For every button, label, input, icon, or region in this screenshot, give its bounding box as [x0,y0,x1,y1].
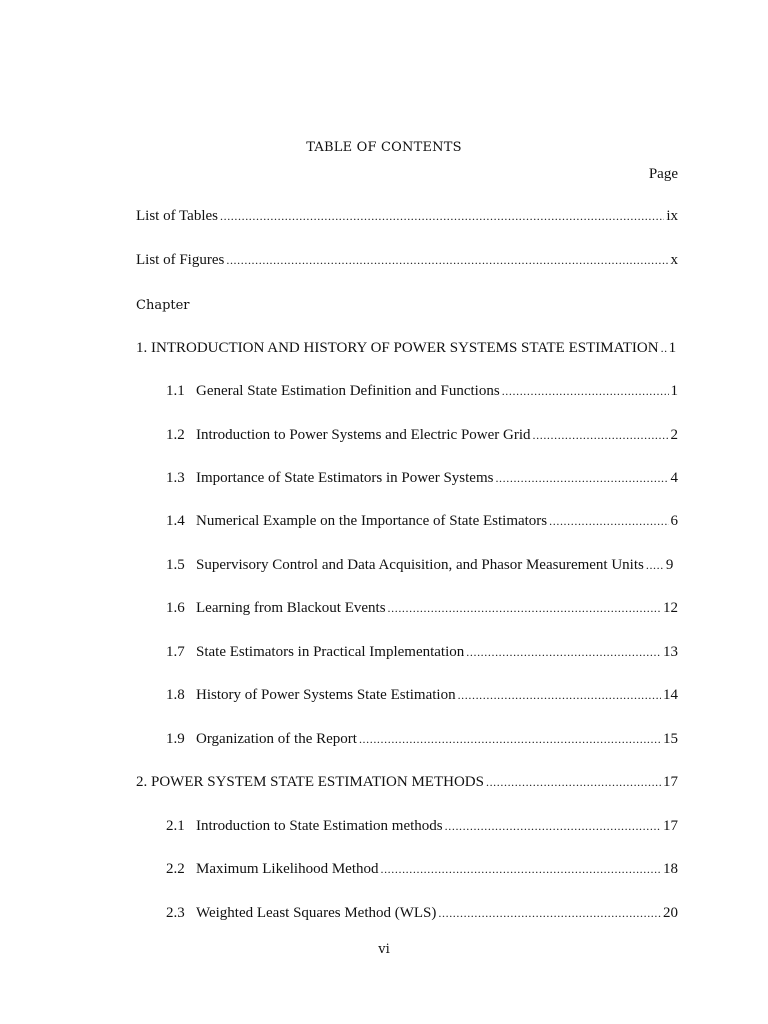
toc-entry-label: List of Tables [136,208,218,224]
toc-section [166,427,678,447]
section-label: Numerical Example on the Importance of State Estimators [196,513,548,529]
dot-leader [388,601,661,616]
chapter-page: 1 [668,340,677,356]
section-label: Supervisory Control and Data Acquisition, and Phasor Measurement Units [196,557,644,573]
dot-leader [495,471,668,486]
section-page: 6 [670,513,678,529]
toc-chapter-1 [136,340,678,360]
section-page: 13 [663,644,678,660]
section-page: 15 [663,731,678,747]
section-number: 1.2 [166,427,185,443]
section-number: 1.1 [166,383,185,399]
page-column-label: Page [648,166,678,182]
dot-leader [380,862,661,877]
toc-entry-list-of-figures [136,252,678,272]
toc-entry-page: x [670,252,678,268]
section-label: State Estimators in Practical Implementation [196,644,465,660]
dot-leader [646,558,664,573]
toc-entry-list-of-tables [136,208,678,228]
section-page: 1 [670,383,678,399]
section-label: Weighted Least Squares Method (WLS) [196,905,437,921]
toc-chapter-2 [136,774,678,794]
toc-section [166,557,678,577]
dot-leader [661,341,667,356]
toc-section [166,383,678,403]
dot-leader [359,732,661,747]
toc-section [166,513,678,533]
section-label: Learning from Blackout Events [196,600,386,616]
dot-leader [445,819,661,834]
dot-leader [438,906,661,921]
section-page: 9 [665,557,674,573]
section-page: 2 [670,427,678,443]
dot-leader [220,209,664,224]
section-number: 1.3 [166,470,185,486]
section-page: 20 [663,905,678,921]
section-label: Introduction to State Estimation methods [196,818,443,834]
toc-section [166,600,678,620]
toc-section [166,861,678,881]
chapter-page: 17 [663,774,678,790]
dot-leader [466,645,661,660]
section-number: 1.7 [166,644,185,660]
toc-section [166,687,678,707]
dot-leader [533,428,669,443]
section-page: 12 [663,600,678,616]
toc-entry-label: List of Figures [136,252,225,268]
section-number: 1.4 [166,513,185,529]
chapter-heading-label: Chapter [136,298,190,313]
dot-leader [502,384,669,399]
chapter-title: 2. POWER SYSTEM STATE ESTIMATION METHODS [136,774,484,790]
section-number: 1.6 [166,600,185,616]
section-label: History of Power Systems State Estimation [196,687,456,703]
page-number-footer: vi [378,942,390,957]
section-page: 18 [663,861,678,877]
chapter-title: 1. INTRODUCTION AND HISTORY OF POWER SYSTEMS STATE ESTIMATION [136,340,659,356]
section-label: Organization of the Report [196,731,357,747]
section-page: 17 [663,818,678,834]
section-number: 2.2 [166,861,185,877]
toc-section [166,644,678,664]
section-number: 1.9 [166,731,185,747]
dot-leader [458,688,661,703]
toc-section [166,905,678,925]
section-label: General State Estimation Definition and Functions [196,383,500,399]
section-number: 1.8 [166,687,185,703]
section-label: Importance of State Estimators in Power Systems [196,470,494,486]
section-page: 4 [670,470,678,486]
toc-section [166,818,678,838]
section-number: 1.5 [166,557,185,573]
section-number: 2.1 [166,818,185,834]
toc-section [166,470,678,490]
toc-title: TABLE OF CONTENTS [306,140,462,155]
section-label: Introduction to Power Systems and Electric Power Grid [196,427,531,443]
toc-section [166,731,678,751]
section-number: 2.3 [166,905,185,921]
section-label: Maximum Likelihood Method [196,861,379,877]
section-page: 14 [663,687,678,703]
toc-entry-page: ix [666,208,678,224]
dot-leader [486,775,661,790]
dot-leader [549,514,668,529]
dot-leader [226,253,668,268]
